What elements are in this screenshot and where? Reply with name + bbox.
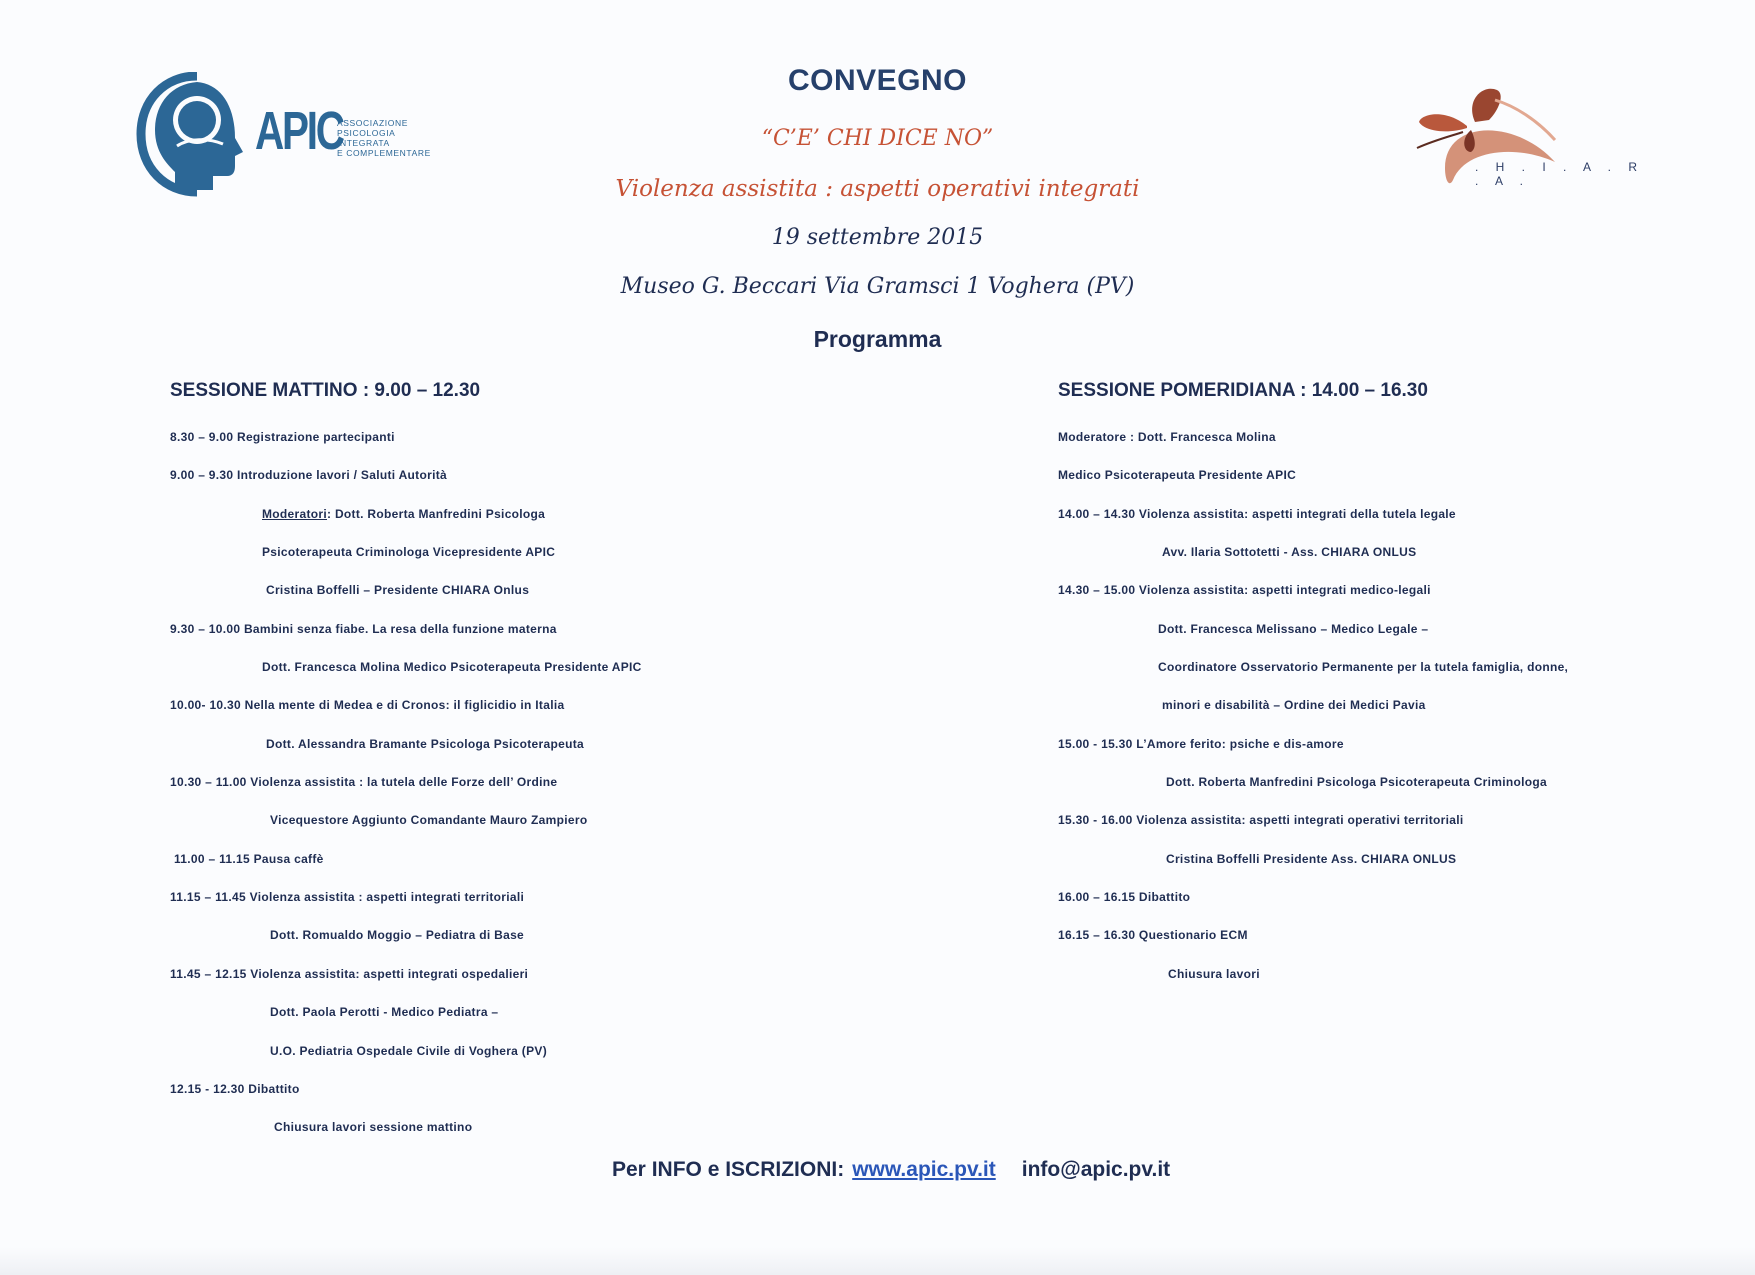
afternoon-row: 16.15 – 16.30 Questionario ECM [1058, 928, 1248, 942]
morning-row: Dott. Francesca Molina Medico Psicoterapeuta Presidente APIC [262, 660, 642, 674]
scan-border [0, 1247, 1755, 1275]
afternoon-row: 14.30 – 15.00 Violenza assistita: aspetti integrati medico-legali [1058, 583, 1431, 597]
morning-row: Dott. Romualdo Moggio – Pediatra di Base [270, 928, 525, 942]
info-footer [612, 1158, 1170, 1182]
moderators-text: : Dott. Roberta Manfredini Psicologa [327, 507, 546, 521]
morning-row: Dott. Paola Perotti - Medico Pediatra – [270, 1005, 499, 1019]
morning-row: Psicoterapeuta Criminologa Vicepresidente APIC [262, 545, 556, 559]
website-link[interactable]: www.apic.pv.it [852, 1158, 996, 1181]
event-theme: Violenza assistita : aspetti operativi integrati [615, 176, 1140, 202]
program-heading: Programma [813, 326, 942, 352]
afternoon-row: 16.00 – 16.15 Dibattito [1058, 890, 1191, 904]
morning-row: 12.15 - 12.30 Dibattito [170, 1082, 300, 1096]
morning-row: Cristina Boffelli – Presidente CHIARA Onlus [266, 583, 530, 597]
morning-row: 11.15 – 11.45 Violenza assistita : aspetti integrati territoriali [170, 890, 525, 904]
afternoon-row: 15.30 - 16.00 Violenza assistita: aspetti integrati operativi territoriali [1058, 813, 1464, 827]
afternoon-row: 14.00 – 14.30 Violenza assistita: aspetti integrati della tutela legale [1058, 507, 1456, 521]
morning-row: 11.45 – 12.15 Violenza assistita: aspetti integrati ospedalieri [170, 967, 529, 981]
afternoon-row: Dott. Francesca Melissano – Medico Legale – [1158, 622, 1429, 636]
event-venue: Museo G. Beccari Via Gramsci 1 Voghera (PV) [620, 274, 1135, 299]
moderators-label: Moderatori [262, 507, 328, 521]
afternoon-row: Cristina Boffelli Presidente Ass. CHIARA ONLUS [1166, 852, 1457, 866]
morning-row: U.O. Pediatria Ospedale Civile di Voghera (PV) [270, 1044, 547, 1058]
chiara-wordmark: . H . I . A . R . A . [1475, 160, 1645, 188]
apic-logo-subtitle: ASSOCIAZIONE PSICOLOGIA INTEGRATA E COMPLEMENTARE [337, 118, 431, 158]
afternoon-row: Chiusura lavori [1168, 967, 1260, 981]
morning-row: 9.00 – 9.30 Introduzione lavori / Saluti Autorità [170, 468, 447, 482]
afternoon-row: Medico Psicoterapeuta Presidente APIC [1058, 468, 1297, 482]
morning-session-heading: SESSIONE MATTINO : 9.00 – 12.30 [170, 380, 481, 401]
page-title: CONVEGNO [787, 64, 968, 97]
event-date: 19 settembre 2015 [771, 225, 984, 250]
apic-logo-mark: APIC [255, 101, 343, 161]
info-label: Per INFO e ISCRIZIONI: [612, 1158, 845, 1181]
morning-row: 9.30 – 10.00 Bambini senza fiabe. La resa della funzione materna [170, 622, 557, 636]
morning-row: 10.30 – 11.00 Violenza assistita : la tutela delle Forze dell’ Ordine [170, 775, 558, 789]
afternoon-row: Dott. Roberta Manfredini Psicologa Psicoterapeuta Criminologa [1166, 775, 1548, 789]
afternoon-row: Moderatore : Dott. Francesca Molina [1058, 430, 1276, 444]
afternoon-row: Coordinatore Osservatorio Permanente per la tutela famiglia, donne, [1158, 660, 1569, 674]
morning-row: 8.30 – 9.00 Registrazione partecipanti [170, 430, 395, 444]
morning-row: 11.00 – 11.15 Pausa caffè [174, 852, 324, 866]
afternoon-row: minori e disabilità – Ordine dei Medici Pavia [1162, 698, 1426, 712]
afternoon-session-heading: SESSIONE POMERIDIANA : 14.00 – 16.30 [1058, 380, 1428, 401]
morning-row: Vicequestore Aggiunto Comandante Mauro Zampiero [270, 813, 588, 827]
morning-row: Dott. Alessandra Bramante Psicologa Psicoterapeuta [266, 737, 584, 751]
morning-row: 10.00- 10.30 Nella mente di Medea e di Cronos: il figlicidio in Italia [170, 698, 565, 712]
afternoon-row: Avv. Ilaria Sottotetti - Ass. CHIARA ONLUS [1162, 545, 1417, 559]
morning-row [262, 507, 545, 521]
email-address[interactable]: info@apic.pv.it [1021, 1158, 1171, 1181]
afternoon-row: 15.00 - 15.30 L’Amore ferito: psiche e dis-amore [1058, 737, 1344, 751]
morning-row: Chiusura lavori sessione mattino [274, 1120, 473, 1134]
event-subtitle: “C’E’ CHI DICE NO” [761, 126, 994, 151]
